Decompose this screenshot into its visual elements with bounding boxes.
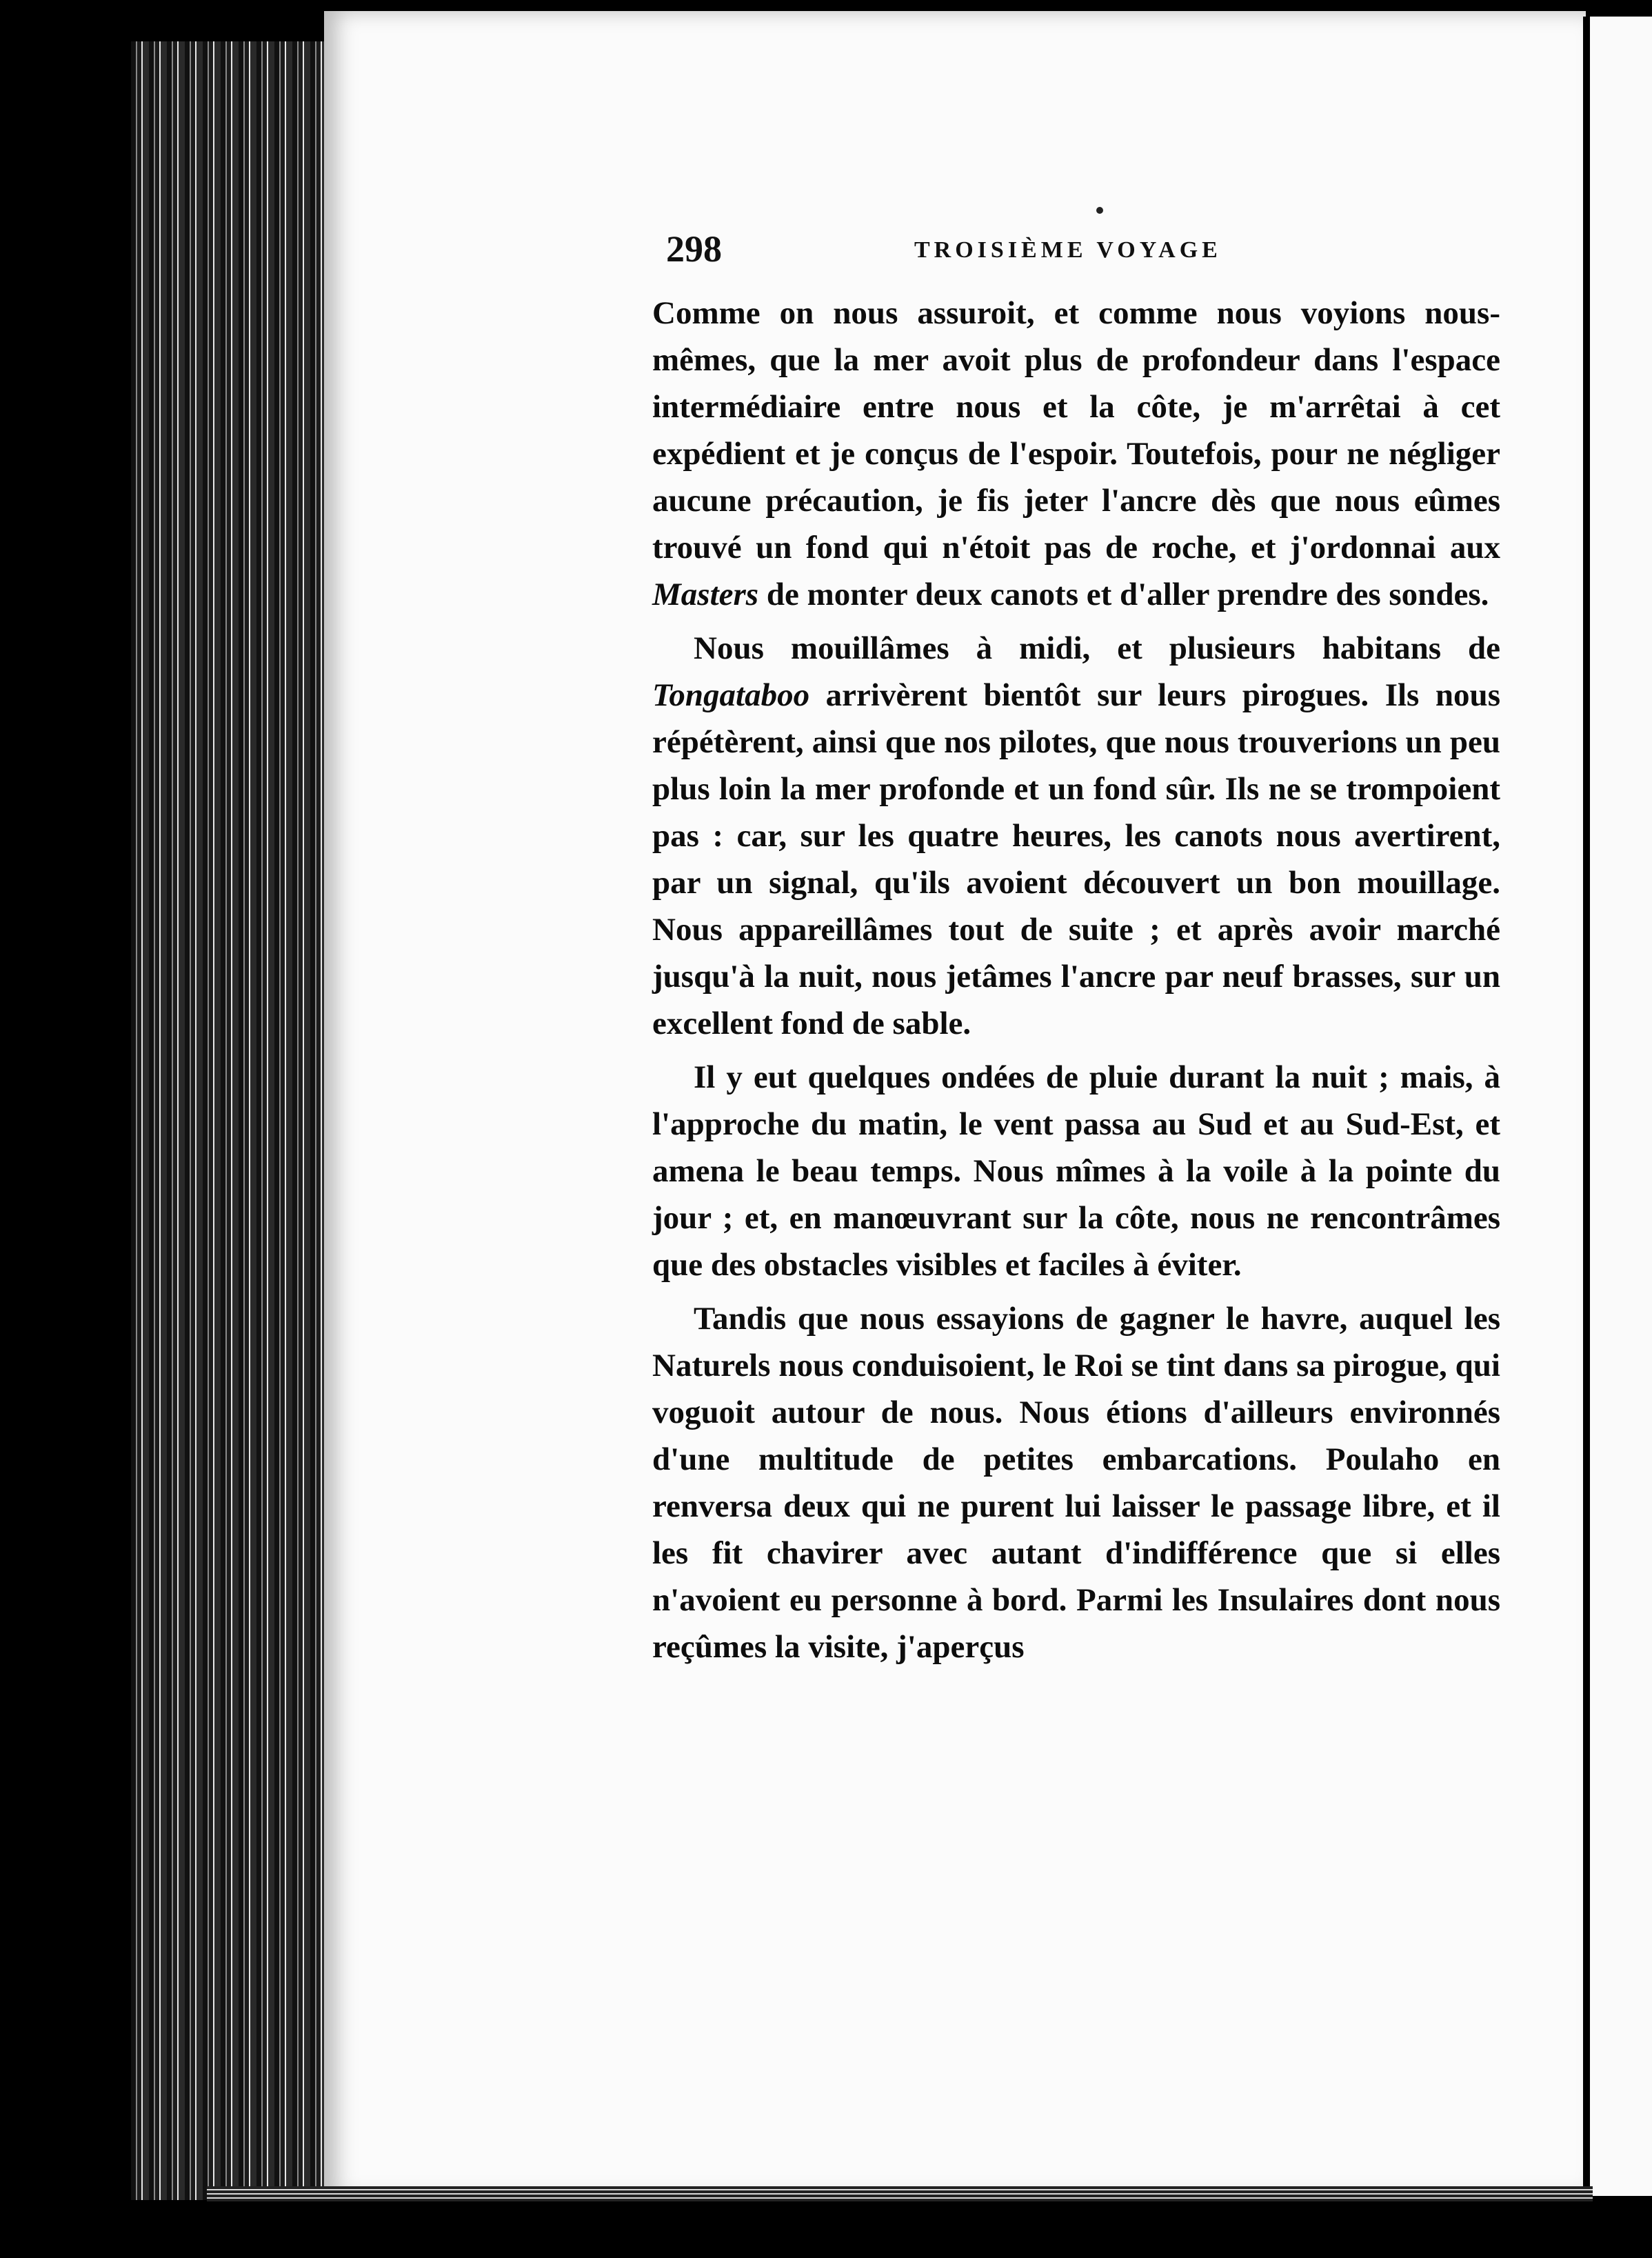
italic-term: Tongataboo xyxy=(652,677,810,713)
paragraph-text: Nous mouillâmes à midi, et plusieurs habitans de xyxy=(694,630,1500,666)
paragraph-text: Tandis que nous essayions de gagner le havre, auquel les Naturels nous conduisoient, le Roi se tint dans sa pirogue, qui voguoit autour de nous. Nous étions d'ailleurs environnés d'une multitude de petites embarcations. Poulaho en renversa deux qui ne purent lui laisser le passage libre, et il les fit chavirer avec autant d'indifférence que si elles n'avoient eu personne à bord. Parmi les Insulaires dont nous reçûmes la visite, j'aperçus xyxy=(652,1301,1500,1665)
paragraph-text: de monter deux canots et d'aller prendre des sondes. xyxy=(758,577,1489,612)
paragraph xyxy=(652,625,1500,1047)
body-text xyxy=(652,290,1500,1677)
ink-speck xyxy=(1096,207,1103,214)
bottom-page-edges xyxy=(207,2186,1593,2201)
page-number: 298 xyxy=(666,228,722,270)
page-header xyxy=(666,228,1500,276)
italic-term: Masters xyxy=(652,577,759,612)
paragraph-text: Il y eut quelques ondées de pluie durant la nuit ; mais, à l'approche du matin, le vent passa au Sud et au Sud-Est, et amena le beau temps. Nous mîmes à la voile à la pointe du jour ; et, en manœuvrant sur la côte, nous ne rencontrâmes que des obstacles visibles et faciles à éviter. xyxy=(652,1059,1500,1283)
paragraph xyxy=(652,1054,1500,1288)
paragraph-text: arrivèrent bientôt sur leurs pirogues. Ils nous répétèrent, ainsi que nos pilotes, que nous trouverions un peu plus loin la mer profonde et un fond sûr. Ils ne se trompoient pas : car, sur les quatre heures, les canots nous avertirent, par un signal, qu'ils avoient découvert un bon mouillage. Nous appareillâmes tout de suite ; et après avoir marché jusqu'à la nuit, nous jetâmes l'ancre par neuf brasses, sur un excellent fond de sable. xyxy=(652,677,1500,1041)
running-head: TROISIÈME VOYAGE xyxy=(914,237,1222,263)
paragraph-text: Comme on nous assuroit, et comme nous voyions nous-mêmes, que la mer avoit plus de profondeur dans l'espace intermédiaire entre nous et la côte, je m'arrêtai à cet expédient et je conçus de l'espoir. Toutefois, pour ne négliger aucune précaution, je fis jeter l'ancre dès que nous eûmes trouvé un fond qui n'étoit pas de roche, et j'ordonnai aux xyxy=(652,295,1500,566)
paragraph xyxy=(652,290,1500,618)
facing-page-edge xyxy=(1583,17,1652,2196)
paragraph xyxy=(652,1295,1500,1670)
page-edges xyxy=(131,41,331,2200)
